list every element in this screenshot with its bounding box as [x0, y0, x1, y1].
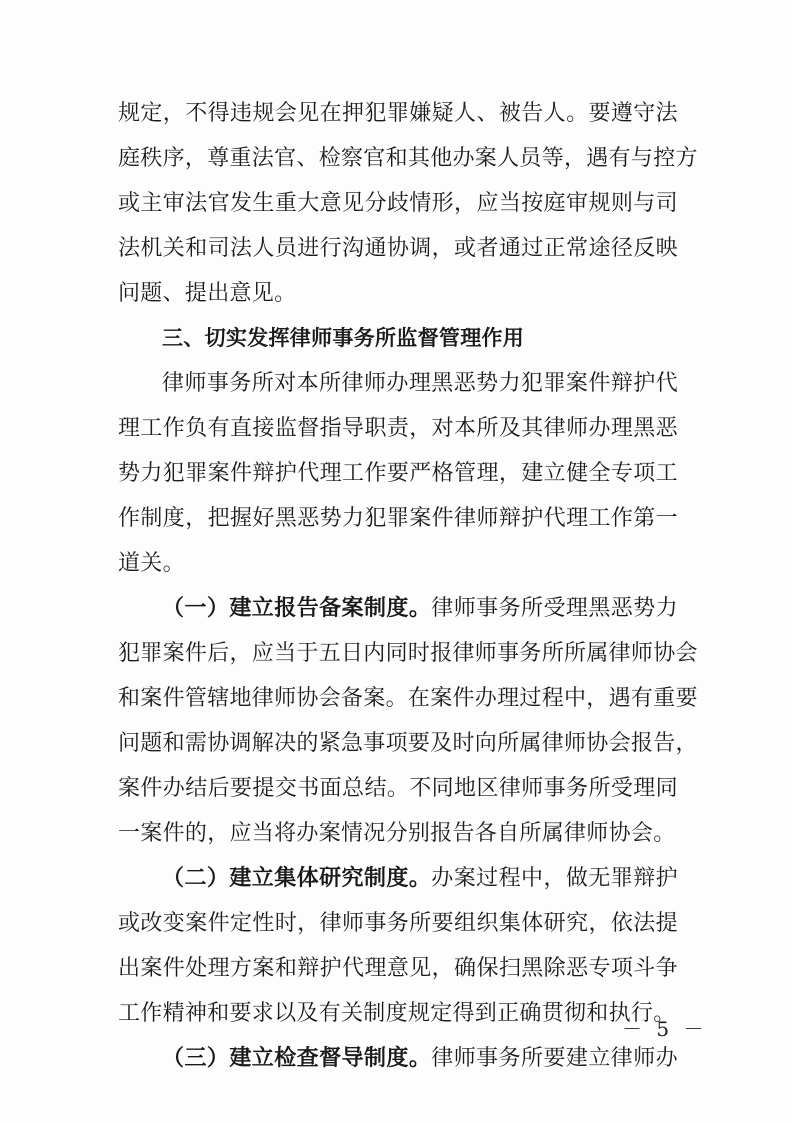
subsection-first-line	[118, 861, 678, 896]
body-text-line: 或改变案件定性时，律师事务所要组织集体研究，依法提	[118, 911, 678, 936]
body-text-line: 规定，不得违规会见在押犯罪嫌疑人、被告人。要遵守法	[118, 101, 678, 126]
body-text-fragment: 律师事务所受理黑恶势力	[431, 596, 678, 621]
subsection-title: （三）建立检查督导制度。	[162, 1045, 432, 1071]
body-text-line: 犯罪案件后，应当于五日内同时报律师事务所所属律师协会	[118, 641, 698, 666]
subsection-title: （一）建立报告备案制度。	[162, 595, 432, 621]
body-text-line: 或主审法官发生重大意见分歧情形，应当按庭审规则与司	[118, 191, 678, 216]
document-body	[118, 96, 698, 1086]
body-text-line: 庭秩序，尊重法官、检察官和其他办案人员等，遇有与控方	[118, 146, 698, 171]
body-text-line: 理工作负有直接监督指导职责，对本所及其律师办理黑恶	[118, 416, 678, 441]
body-text-line: 工作精神和要求以及有关制度规定得到正确贯彻和执行。	[118, 1001, 676, 1026]
body-text-fragment: 办案过程中，做无罪辩护	[431, 866, 678, 891]
body-text-line: 案件办结后要提交书面总结。不同地区律师事务所受理同	[118, 776, 678, 801]
subsection-first-line	[118, 1041, 678, 1076]
body-text-line: 势力犯罪案件辩护代理工作要严格管理，建立健全专项工	[118, 461, 678, 486]
body-text-line: 道关。	[118, 551, 185, 576]
body-text-line: 作制度，把握好黑恶势力犯罪案件律师辩护代理工作第一	[118, 506, 678, 531]
body-text-line: 和案件管辖地律师协会备案。在案件办理过程中，遇有重要	[118, 686, 698, 711]
body-text-line: 律师事务所对本所律师办理黑恶势力犯罪案件辩护代	[162, 371, 678, 396]
subsection-first-line	[118, 591, 678, 626]
page-number: － 5 －	[622, 1017, 708, 1041]
body-text-line: 问题和需协调解决的紧急事项要及时向所属律师协会报告，	[118, 731, 698, 756]
body-text-line: 问题、提出意见。	[118, 281, 297, 306]
body-text-line: 法机关和司法人员进行沟通协调，或者通过正常途径反映	[118, 236, 678, 261]
body-text-line: 一案件的，应当将办案情况分别报告各自所属律师协会。	[118, 821, 676, 846]
subsection-title: （二）建立集体研究制度。	[162, 865, 432, 891]
body-text-fragment: 律师事务所要建立律师办	[431, 1046, 678, 1071]
body-text-line: 出案件处理方案和辩护代理意见，确保扫黑除恶专项斗争	[118, 956, 678, 981]
section-heading: 三、切实发挥律师事务所监督管理作用	[162, 326, 525, 350]
